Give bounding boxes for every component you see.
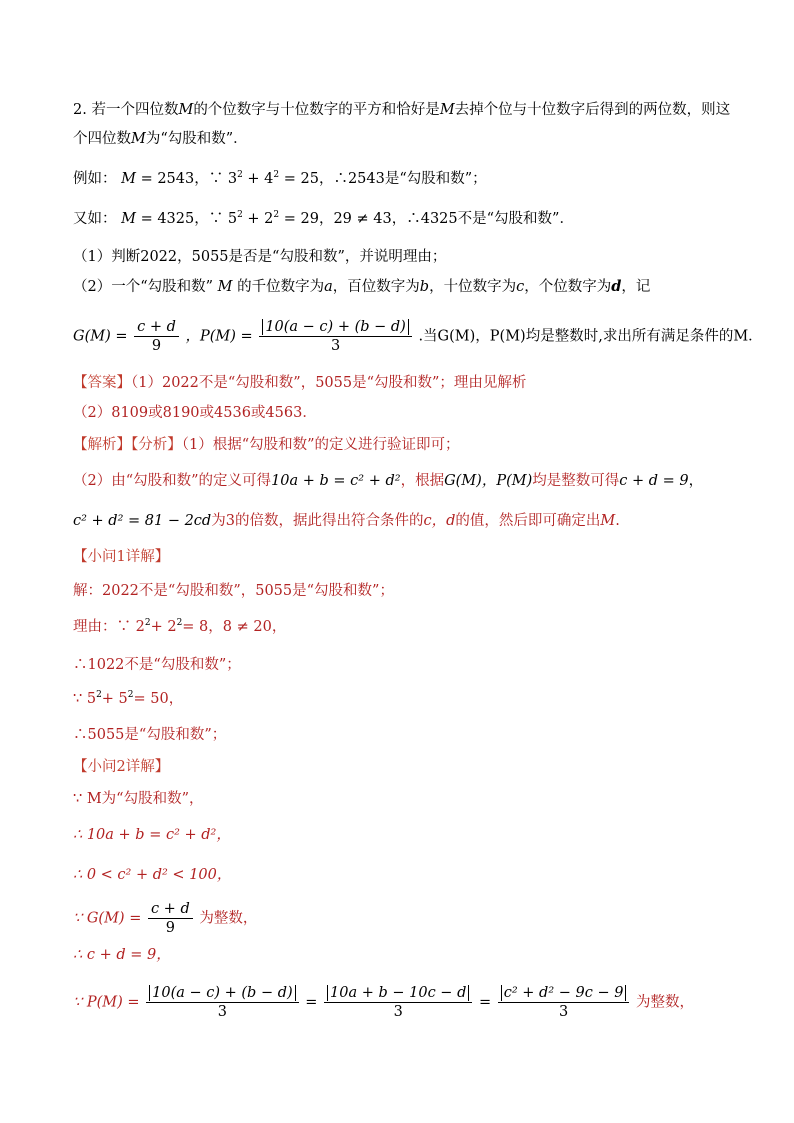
question-text: ，记 xyxy=(621,279,651,295)
analysis-line-3 xyxy=(73,510,620,532)
fraction-denominator: 3 xyxy=(558,1004,569,1020)
p-fraction-1 xyxy=(146,984,299,1021)
analysis-equation: c² + d² = 81 − 2cd xyxy=(73,513,212,529)
var-M: M xyxy=(131,131,146,147)
solution-text: = 8，8 ≠ 20， xyxy=(182,619,287,635)
analysis-text: . xyxy=(615,513,620,529)
answer-line-2 xyxy=(73,402,317,424)
analysis-text: 的值，然后即可确定出 xyxy=(455,513,601,529)
example-equation: + 4 xyxy=(247,171,274,187)
answer-label: 【答案】 xyxy=(73,375,131,391)
fraction-denominator: 3 xyxy=(217,1004,227,1020)
solution-text: ∵ M为“勾股和数”， xyxy=(73,791,204,807)
example-equation: = 29，29 ≠ 43，∴4325不是“勾股和数”． xyxy=(283,211,574,227)
section-label: 【小问1详解】 xyxy=(73,549,170,565)
question-text: .当G(M)，P(M)均是整数时,求出所有满足条件的M． xyxy=(418,328,763,345)
answer-line-1 xyxy=(73,372,526,394)
analysis-text: （2）由“勾股和数”的定义可得 xyxy=(73,473,272,489)
question-text: ，个位数字为 xyxy=(524,279,612,295)
var-a: a xyxy=(324,279,333,295)
detail-1-line-1 xyxy=(73,580,394,602)
p-function: ，P(M) = xyxy=(185,328,253,345)
problem-text: 2. 若一个四位数 xyxy=(73,102,179,118)
solution-text: ∵ 5 xyxy=(73,691,97,707)
var-M: M xyxy=(121,211,136,227)
var-M: M xyxy=(600,513,616,529)
detail-2-line-3 xyxy=(73,864,231,886)
abs-expression: 10a + b − 10c − d xyxy=(327,985,469,1001)
question-text: ，十位数字为 xyxy=(429,279,517,295)
var-M: M xyxy=(217,279,233,295)
problem-line-2 xyxy=(73,128,248,150)
example-equation: + 2 xyxy=(247,211,274,227)
question-1 xyxy=(73,246,446,268)
g-fraction xyxy=(134,318,179,355)
solution-text: + 2 xyxy=(150,619,177,635)
abs-expression: 10(a − c) + (b − d) xyxy=(149,985,296,1001)
question-text: （2）一个“勾股和数” xyxy=(73,279,214,295)
problem-text: 个四位数 xyxy=(73,131,131,147)
problem-line-1 xyxy=(73,99,730,121)
fraction-numerator xyxy=(324,984,472,1003)
analysis-text: 均是整数可得 xyxy=(532,473,620,489)
solution-text: 为整数， xyxy=(199,910,258,927)
var-b: b xyxy=(419,279,430,295)
question-2-formulas xyxy=(73,318,763,355)
question-text: 的千位数字为 xyxy=(237,279,325,295)
analysis-line-1 xyxy=(73,434,460,456)
detail-1-label xyxy=(73,546,169,568)
solution-text: ∴1022不是“勾股和数”； xyxy=(73,657,241,673)
analysis-equation: c + d = 9 xyxy=(619,473,689,489)
var-M: M xyxy=(121,171,136,187)
question-text: ，百位数字为 xyxy=(332,279,420,295)
detail-1-line-5 xyxy=(73,724,226,746)
question-text: （1）判断2022，5055是否是“勾股和数”，并说明理由； xyxy=(73,249,447,265)
fraction-numerator: c + d xyxy=(134,318,179,337)
solution-text: = 50， xyxy=(133,691,184,707)
var-M: M xyxy=(178,102,194,118)
fraction-denominator: 3 xyxy=(330,338,341,354)
var-M: M xyxy=(439,102,455,118)
analysis-text: ， xyxy=(688,473,704,489)
analysis-line-2 xyxy=(73,470,703,492)
detail-1-line-2: 理由：∵ $2^2+ 2^2= 8$，8 ≠ 20， xyxy=(73,618,287,635)
fraction-numerator xyxy=(498,984,630,1003)
analysis-text: 为3的倍数，据此得出符合条件的 xyxy=(211,513,424,529)
var-d: d xyxy=(611,278,622,295)
problem-text: 去掉个位与十位数字后得到的两位数，则这 xyxy=(454,102,731,118)
detail-2-line-4 xyxy=(73,900,257,937)
detail-2-line-1 xyxy=(73,788,204,810)
analysis-equation: 10a + b = c² + d² xyxy=(271,473,401,489)
detail-2-line-5 xyxy=(73,944,171,966)
p-fraction xyxy=(259,318,412,355)
analysis-equation: G(M)，P(M) xyxy=(444,473,533,489)
solution-text: ∴5055是“勾股和数”； xyxy=(73,727,227,743)
p-fraction-3 xyxy=(498,984,630,1021)
problem-text: 为“勾股和数”． xyxy=(145,131,248,147)
answer-text: （1）2022不是“勾股和数”，5055是“勾股和数”；理由见解析 xyxy=(131,375,527,391)
abs-expression: 10(a − c) + (b − d) xyxy=(262,319,409,335)
abs-expression: c² + d² − 9c − 9 xyxy=(501,985,627,1001)
solution-text: 解：2022不是“勾股和数”，5055是“勾股和数”； xyxy=(73,583,394,599)
fraction-numerator: c + d xyxy=(148,900,193,919)
fraction-numerator xyxy=(146,984,299,1003)
solution-text: 理由：∵ 2 xyxy=(73,619,145,635)
fraction-denominator: 9 xyxy=(165,920,175,936)
fraction-denominator: 3 xyxy=(393,1004,403,1020)
solution-text: + 5 xyxy=(101,691,128,707)
answer-text: （2）8109或8190或4536或4563． xyxy=(73,405,317,421)
detail-1-line-3 xyxy=(73,654,241,676)
problem-text: 的个位数字与十位数字的平方和恰好是 xyxy=(193,102,440,118)
solution-text: 为整数， xyxy=(636,994,695,1011)
example-1: 例如： M = 2543，∵ $3^2 + 4^2 = 25$，∴2543是“勾股和数”； xyxy=(73,170,487,187)
fraction-numerator xyxy=(259,318,412,337)
g-function: G(M) = xyxy=(73,328,128,345)
fraction-denominator: 9 xyxy=(151,338,162,354)
g-fraction xyxy=(148,900,193,937)
detail-2-line-6: ∵ P(M) = $\frac{10(a - c) + (b - d)}{3}$ = $\frac{10a + b - 10c - d}{3}$ = $\frac{\text{c² + d² − 9c − 9}}{3}$ 为整数， xyxy=(73,985,695,1020)
detail-2-label xyxy=(73,756,169,778)
detail-1-line-4: ∵ $5^2+ 5^2= 50$， xyxy=(73,690,184,707)
question-2 xyxy=(73,276,650,298)
example-equation: = 4325，∵ 5 xyxy=(140,211,238,227)
solution-equation: ∵ P(M) = xyxy=(73,994,140,1011)
example-equation: = 2543，∵ 3 xyxy=(140,171,238,187)
solution-equation: ∴ 10a + b = c² + d²， xyxy=(73,827,231,843)
section-label: 【小问2详解】 xyxy=(73,759,170,775)
var-c: c xyxy=(516,279,525,295)
solution-equation: ∵ G(M) = xyxy=(73,910,142,927)
solution-equation: ∴ c + d = 9， xyxy=(73,947,171,963)
example-2: 又如： M = 4325，∵ $5^2 + 2^2 = 29$，29 ≠ 43，∴4325不是“勾股和数”． xyxy=(73,210,574,227)
example-label: 又如： xyxy=(73,211,117,227)
p-fraction-2 xyxy=(324,984,472,1021)
analysis-vars: c，d xyxy=(423,513,456,529)
solution-equation: ∴ 0 < c² + d² < 100， xyxy=(73,867,232,883)
analysis-label: 【解析】【分析】 xyxy=(73,437,182,453)
example-equation: = 25，∴2543是“勾股和数”； xyxy=(283,171,487,187)
example-label: 例如： xyxy=(73,171,117,187)
analysis-text: （1）根据“勾股和数”的定义进行验证即可； xyxy=(181,437,460,453)
detail-2-line-2 xyxy=(73,824,231,846)
analysis-text: ，根据 xyxy=(400,473,445,489)
